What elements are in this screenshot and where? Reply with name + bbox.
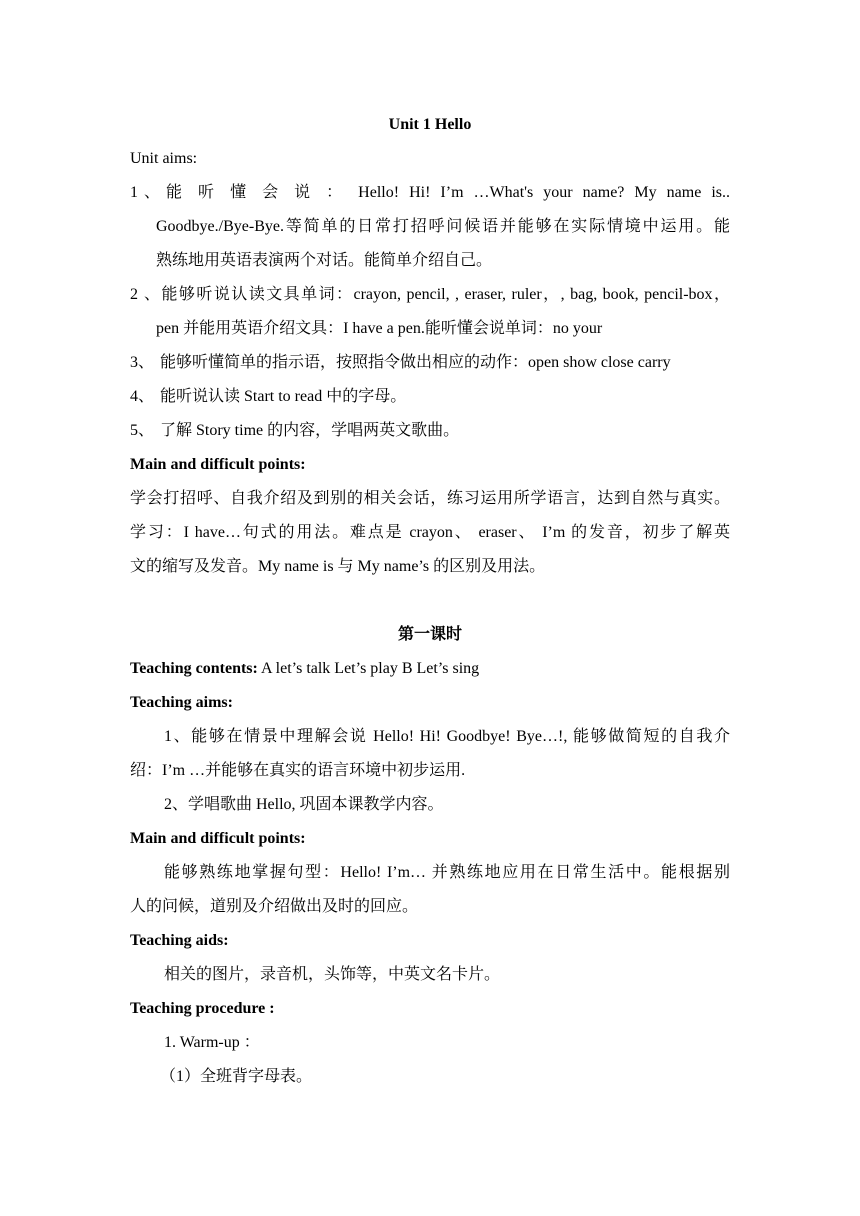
aim-2-line-2: pen 并能用英语介绍文具：I have a pen.能听懂会说单词：no your — [156, 320, 603, 337]
aim-3-text: 能够听懂简单的指示语，按照指令做出相应的动作：open show close carry — [160, 354, 671, 371]
teaching-procedure-heading: Teaching procedure : — [130, 1000, 275, 1017]
aim-3-line-1 — [130, 346, 730, 380]
procedure-substep-1: （1）全班背字母表。 — [160, 1068, 313, 1085]
aim-5-number: 5、 — [130, 422, 155, 439]
aim-1-line-2: Goodbye./Bye-Bye.等简单的日常打招呼问候语并能够在实际情境中运用。能 — [156, 218, 730, 235]
main-points-2-line-2: 人的问候，道别及介绍做出及时的回应。 — [130, 898, 419, 915]
teaching-aids-heading: Teaching aids: — [130, 932, 229, 949]
main-points-2-line-1: 能够熟练地掌握句型：Hello! I’m… 并熟练地应用在日常生活中。能根据别 — [164, 864, 730, 881]
aim-1-number: 1、 — [130, 184, 160, 201]
aim-2-number: 2、 — [130, 286, 160, 303]
teaching-aids-text: 相关的图片，录音机，头饰等，中英文名卡片。 — [164, 966, 501, 983]
aim-5-text: 了解 Story time 的内容，学唱两英文歌曲。 — [160, 422, 460, 439]
aim-4-number: 4、 — [130, 388, 155, 405]
section-spacer — [130, 584, 730, 618]
teaching-contents-text: A let’s talk Let’s play B Let’s sing — [257, 660, 480, 677]
aim-1-text: 能 听 懂 会 说 ： Hello! Hi! I’m …What's your name? My name is.. — [160, 184, 730, 201]
aim-4-text: 能听说认读 Start to read 中的字母。 — [160, 388, 407, 405]
unit-aims-label: Unit aims: — [130, 150, 198, 167]
lesson-title: 第一课时 — [397, 626, 462, 643]
procedure-step-1: 1. Warm-up ： — [164, 1034, 260, 1051]
aim-1-line-3: 熟练地用英语表演两个对话。能简单介绍自己。 — [156, 252, 493, 269]
aim-5-line-1 — [130, 414, 730, 448]
main-points-line-1: 学会打招呼、自我介绍及到别的相关会话，练习运用所学语言，达到自然与真实。 — [130, 490, 730, 507]
teaching-contents-label: Teaching contents: — [130, 660, 258, 677]
main-points-line-3: 文的缩写及发音。My name is 与 My name’s 的区别及用法。 — [130, 558, 546, 575]
document-page — [130, 108, 730, 1094]
aim-4-line-1 — [130, 380, 730, 414]
aim-1-line-1 — [130, 176, 730, 210]
teaching-aims-line-2: 绍：I’m …并能够在真实的语言环境中初步运用. — [130, 762, 466, 779]
main-points-line-2: 学习：I have…句式的用法。难点是 crayon、 eraser、 I’m 的发音，初步了解英 — [130, 524, 730, 541]
teaching-aims-line-1: 1、能够在情景中理解会说 Hello! Hi! Goodbye! Bye…!, 能够做简短的自我介 — [164, 728, 730, 745]
teaching-aims-heading: Teaching aims: — [130, 694, 233, 711]
aim-2-text: 能够听说认读文具单词：crayon, pencil, , eraser, ruler，, bag, book, pencil-box， — [160, 286, 730, 303]
aim-3-number: 3、 — [130, 354, 155, 371]
teaching-contents — [130, 652, 730, 686]
aim-2-line-1 — [130, 278, 730, 312]
teaching-aims-line-3: 2、学唱歌曲 Hello, 巩固本课教学内容。 — [164, 796, 444, 813]
unit-title: Unit 1 Hello — [388, 116, 472, 133]
main-points-2-heading: Main and difficult points: — [130, 830, 306, 847]
main-points-heading: Main and difficult points: — [130, 456, 306, 473]
